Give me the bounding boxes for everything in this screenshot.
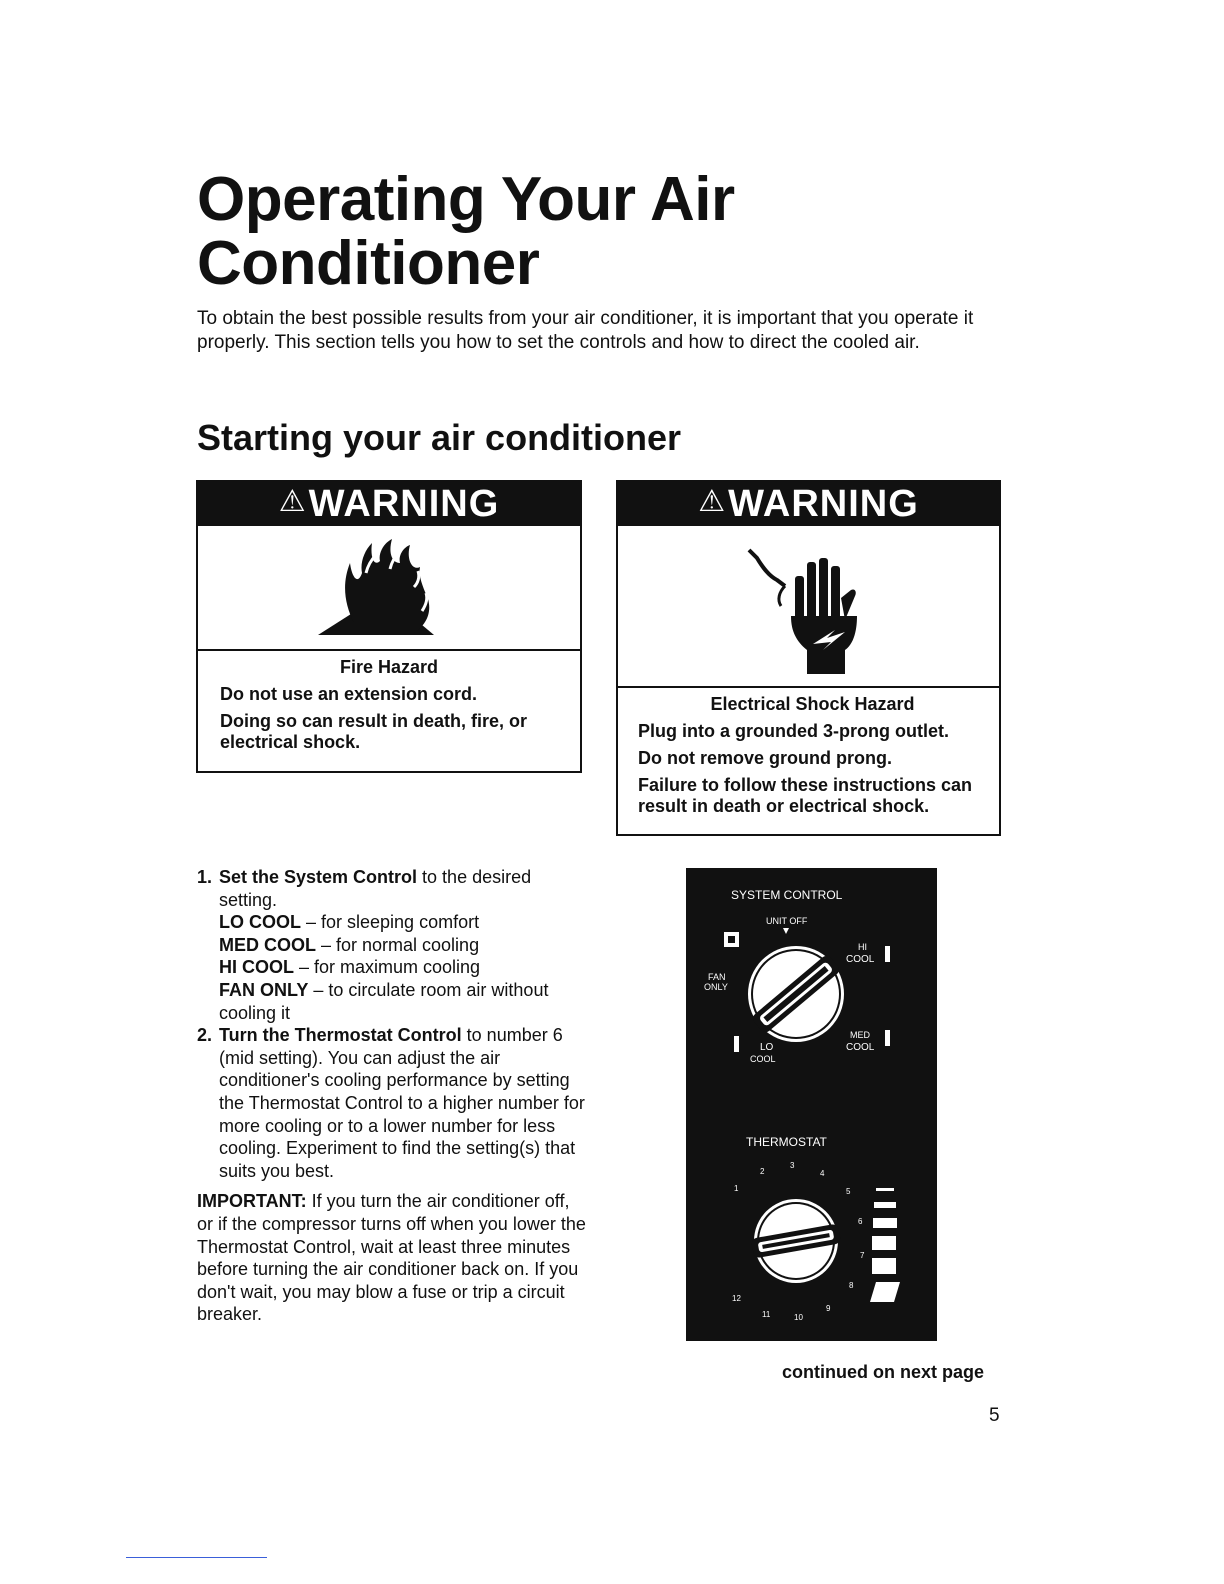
dial-number: 9 bbox=[826, 1304, 831, 1313]
warning-line: Plug into a grounded 3-prong outlet. bbox=[638, 721, 949, 741]
warning-heading: Electrical Shock Hazard bbox=[710, 694, 915, 714]
warning-text bbox=[198, 651, 580, 753]
electrical-shock-hand-icon bbox=[729, 536, 889, 676]
warning-heading: Fire Hazard bbox=[339, 657, 439, 677]
fire-warning-box bbox=[196, 480, 582, 773]
mode-desc: – for maximum cooling bbox=[294, 957, 481, 978]
control-panel-illustration bbox=[686, 868, 937, 1341]
strength-bar bbox=[876, 1188, 894, 1191]
strength-bar bbox=[872, 1236, 896, 1250]
pointer-icon bbox=[783, 928, 789, 934]
warning-line: Doing so can result in death, fire, or electrical shock. bbox=[220, 711, 528, 752]
electrical-icon-area bbox=[618, 526, 999, 688]
level-bar-icon bbox=[885, 946, 890, 962]
strength-bar bbox=[872, 1258, 896, 1274]
strength-bar bbox=[870, 1282, 900, 1302]
dial-number: 3 bbox=[790, 1161, 795, 1170]
warning-triangle-icon: ⚠ bbox=[278, 485, 307, 518]
page-number: 5 bbox=[989, 1405, 1000, 1426]
dial-number: 10 bbox=[794, 1313, 803, 1322]
step-number: 2. bbox=[197, 1025, 213, 1046]
strength-bar bbox=[873, 1218, 897, 1228]
hi-cool-label: COOL bbox=[846, 954, 875, 965]
mode-name: HI COOL bbox=[219, 957, 294, 978]
fire-icon-area bbox=[198, 526, 580, 651]
warning-line: Do not remove ground prong. bbox=[638, 748, 892, 768]
mode-item bbox=[219, 911, 587, 934]
mode-name: FAN ONLY bbox=[219, 979, 309, 1000]
step-text: to the desired setting. bbox=[219, 867, 532, 910]
warning-label: WARNING bbox=[308, 483, 500, 525]
hi-label: HI bbox=[858, 942, 867, 952]
mode-name: MED COOL bbox=[219, 934, 316, 955]
step-title: Set the System Control bbox=[219, 867, 418, 887]
fan-label: FAN bbox=[708, 972, 726, 982]
page-title bbox=[197, 165, 997, 298]
intro-paragraph: To obtain the best possible results from your air conditioner, it is important that you operate it properly. This section tells you how to set the controls and how to direct the cooled air. bbox=[197, 308, 974, 353]
dial-number: 12 bbox=[732, 1294, 741, 1303]
system-control-label: SYSTEM CONTROL bbox=[731, 888, 843, 902]
mode-item bbox=[219, 979, 587, 1024]
warning-text bbox=[618, 688, 999, 817]
warning-header bbox=[618, 482, 999, 526]
dial-number: 5 bbox=[846, 1187, 851, 1196]
level-bar-icon bbox=[885, 1030, 890, 1046]
thermostat-label: THERMOSTAT bbox=[746, 1135, 827, 1149]
mode-desc: – for sleeping comfort bbox=[301, 912, 480, 933]
instructions bbox=[197, 866, 587, 1326]
dial-number: 7 bbox=[860, 1251, 865, 1260]
dial-number: 11 bbox=[762, 1310, 771, 1319]
warning-label: WARNING bbox=[728, 483, 919, 525]
level-bar-icon bbox=[734, 1036, 739, 1052]
dial-number: 1 bbox=[734, 1184, 739, 1193]
warning-line: Do not use an extension cord. bbox=[220, 684, 478, 704]
mode-item bbox=[219, 956, 587, 979]
med-cool-label: COOL bbox=[846, 1042, 875, 1053]
lo-label: LO bbox=[760, 1042, 774, 1053]
mode-item bbox=[219, 934, 587, 957]
divider bbox=[126, 1557, 267, 1558]
section-title: Starting your air conditioner bbox=[197, 417, 682, 458]
mode-desc: – for normal cooling bbox=[316, 934, 480, 955]
control-panel-drawing bbox=[686, 868, 937, 1341]
step-text: to number 6 (mid setting). You can adjust the air conditioner's cooling performance by setting the Thermostat Control to a higher number for more cooling or to a lower number for less cooling. Experiment to find the setting(s) that suits you best. bbox=[219, 1025, 585, 1181]
warning-triangle-icon: ⚠ bbox=[698, 485, 727, 518]
step-title: Turn the Thermostat Control bbox=[219, 1025, 462, 1046]
step-number: 1. bbox=[197, 867, 213, 887]
electrical-warning-box bbox=[616, 480, 1001, 836]
title-line-1: Operating Your Air bbox=[197, 165, 735, 234]
med-label: MED bbox=[850, 1030, 870, 1040]
important-label: IMPORTANT: bbox=[197, 1191, 307, 1212]
fire-icon bbox=[314, 533, 464, 643]
strength-bar bbox=[874, 1202, 896, 1208]
warning-header bbox=[198, 482, 580, 526]
continued-note: continued on next page bbox=[782, 1362, 985, 1382]
mode-desc: – to circulate room air without cooling it bbox=[219, 979, 549, 1023]
title-line-2: Conditioner bbox=[197, 229, 540, 298]
step-2 bbox=[197, 1024, 587, 1182]
important-text: If you turn the air conditioner off, or if the compressor turns off when you lower the Thermostat Control, wait at least three minutes before turning the air conditioner back on. If you don't wait, you may blow a fuse or trip a circuit breaker. bbox=[197, 1191, 586, 1325]
step-1 bbox=[197, 866, 587, 1024]
warning-line: Failure to follow these instructions can result in death or electrical shock. bbox=[638, 775, 973, 816]
mode-name: LO COOL bbox=[219, 912, 301, 933]
lo-cool-label: COOL bbox=[750, 1054, 776, 1064]
dial-number: 2 bbox=[760, 1167, 765, 1176]
unit-off-label: UNIT OFF bbox=[766, 916, 808, 926]
dial-number: 8 bbox=[849, 1281, 854, 1290]
dial-number: 4 bbox=[820, 1169, 825, 1178]
important-note bbox=[197, 1190, 587, 1326]
dial-number: 6 bbox=[858, 1217, 863, 1226]
only-label: ONLY bbox=[704, 982, 728, 992]
